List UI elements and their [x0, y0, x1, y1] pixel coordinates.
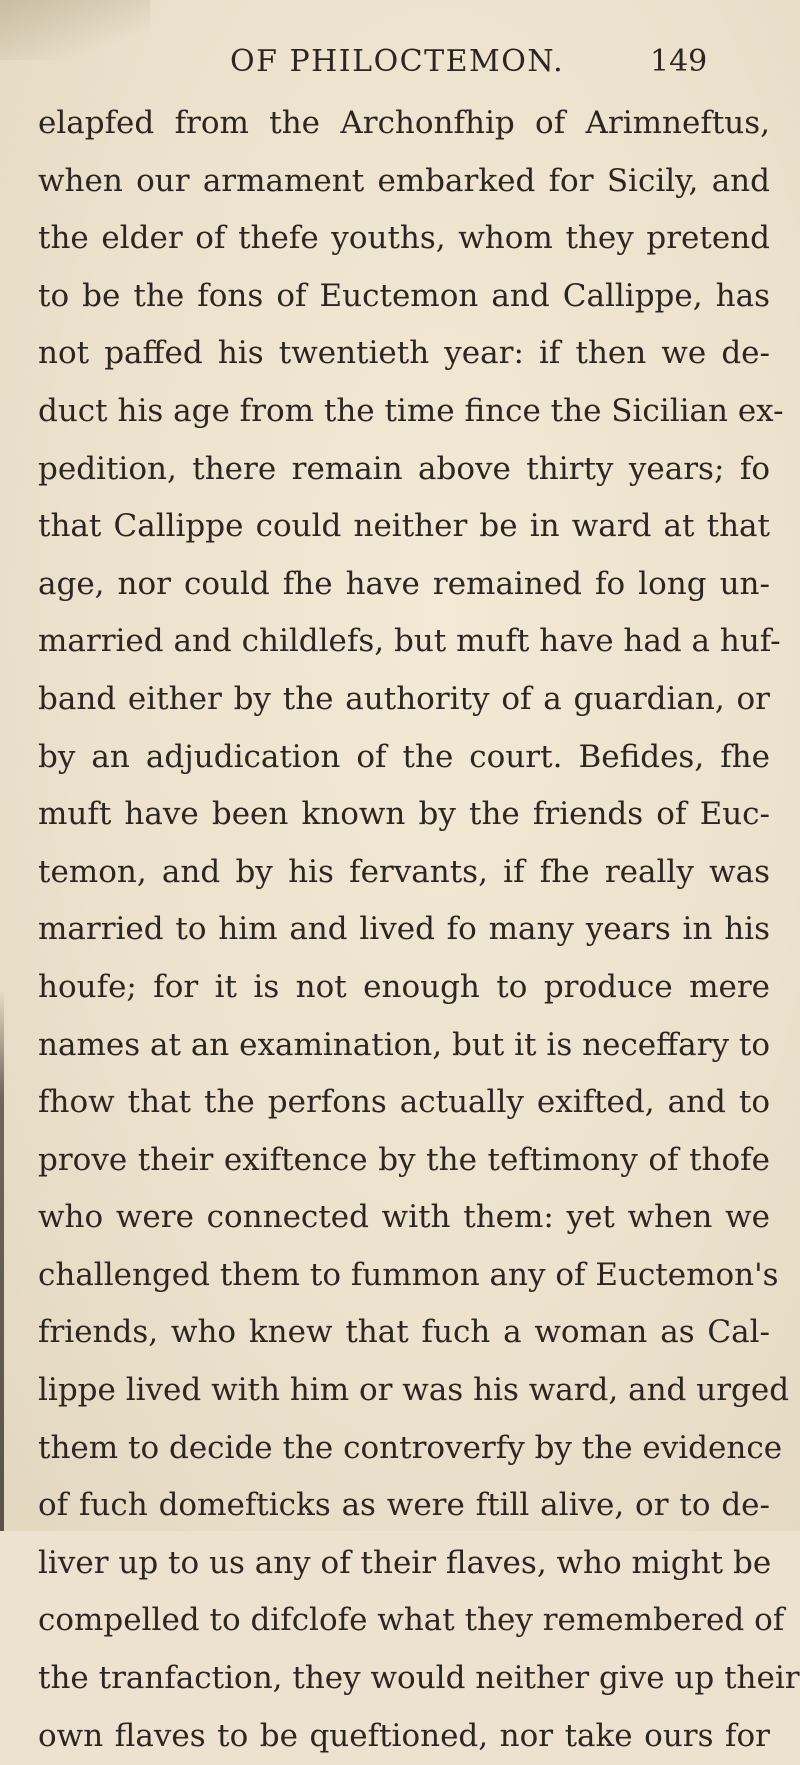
text-line: of fuch domefticks as were ftill alive, or to de-: [38, 1487, 770, 1524]
body-text: [38, 95, 800, 1765]
text-line: prove their exiftence by the teftimony of thofe: [38, 1141, 770, 1178]
text-line: fhow that the perfons actually exifted, and to: [38, 1084, 770, 1121]
text-line: friends, who knew that fuch a woman as Cal-: [38, 1314, 770, 1351]
text-line: muft have been known by the friends of Euc-: [38, 796, 770, 833]
text-line: that Callippe could neither be in ward at that: [38, 508, 770, 545]
text-line: who were connected with them: yet when we: [38, 1199, 770, 1236]
text-line: married to him and lived fo many years in his: [38, 911, 770, 948]
text-line: age, nor could fhe have remained fo long un-: [38, 565, 770, 602]
text-line: by an adjudication of the court. Befides, fhe: [38, 738, 770, 775]
text-line: when our armament embarked for Sicily, and: [38, 162, 770, 199]
text-line: own flaves to be queftioned, nor take ours for: [38, 1717, 770, 1754]
text-line: not paffed his twentieth year: if then we de-: [38, 335, 770, 372]
text-line: pedition, there remain above thirty years; fo: [38, 450, 770, 487]
text-line: married and childlefs, but muft have had a huf-: [38, 623, 781, 660]
text-line: temon, and by his fervants, if fhe really was: [38, 853, 770, 890]
running-head: [0, 40, 800, 84]
page-number: 149: [650, 44, 708, 79]
text-line: compelled to difclofe what they remembered of: [38, 1602, 785, 1639]
text-line: band either by the authority of a guardian, or: [38, 680, 770, 717]
running-title: OF PHILOCTEMON.: [230, 44, 565, 79]
page-left-edge-shadow: [0, 990, 4, 1531]
text-line: elapfed from the Archonfhip of Arimneftus,: [38, 105, 770, 141]
text-line: the elder of thefe youths, whom they pretend: [38, 220, 770, 257]
text-line: lippe lived with him or was his ward, and urged: [38, 1372, 790, 1409]
text-line: challenged them to fummon any of Euctemon's: [38, 1256, 779, 1293]
text-line: duct his age from the time fince the Sicilian ex-: [38, 392, 784, 429]
text-line: houfe; for it is not enough to produce mere: [38, 968, 770, 1005]
text-line: names at an examination, but it is neceffary to: [38, 1026, 770, 1063]
text-line: to be the fons of Euctemon and Callippe, has: [38, 277, 770, 314]
text-line: them to decide the controverfy by the evidence: [38, 1429, 783, 1466]
text-line: the tranfaction, they would neither give up their: [38, 1660, 800, 1697]
text-line: liver up to us any of their flaves, who might be: [38, 1544, 772, 1581]
